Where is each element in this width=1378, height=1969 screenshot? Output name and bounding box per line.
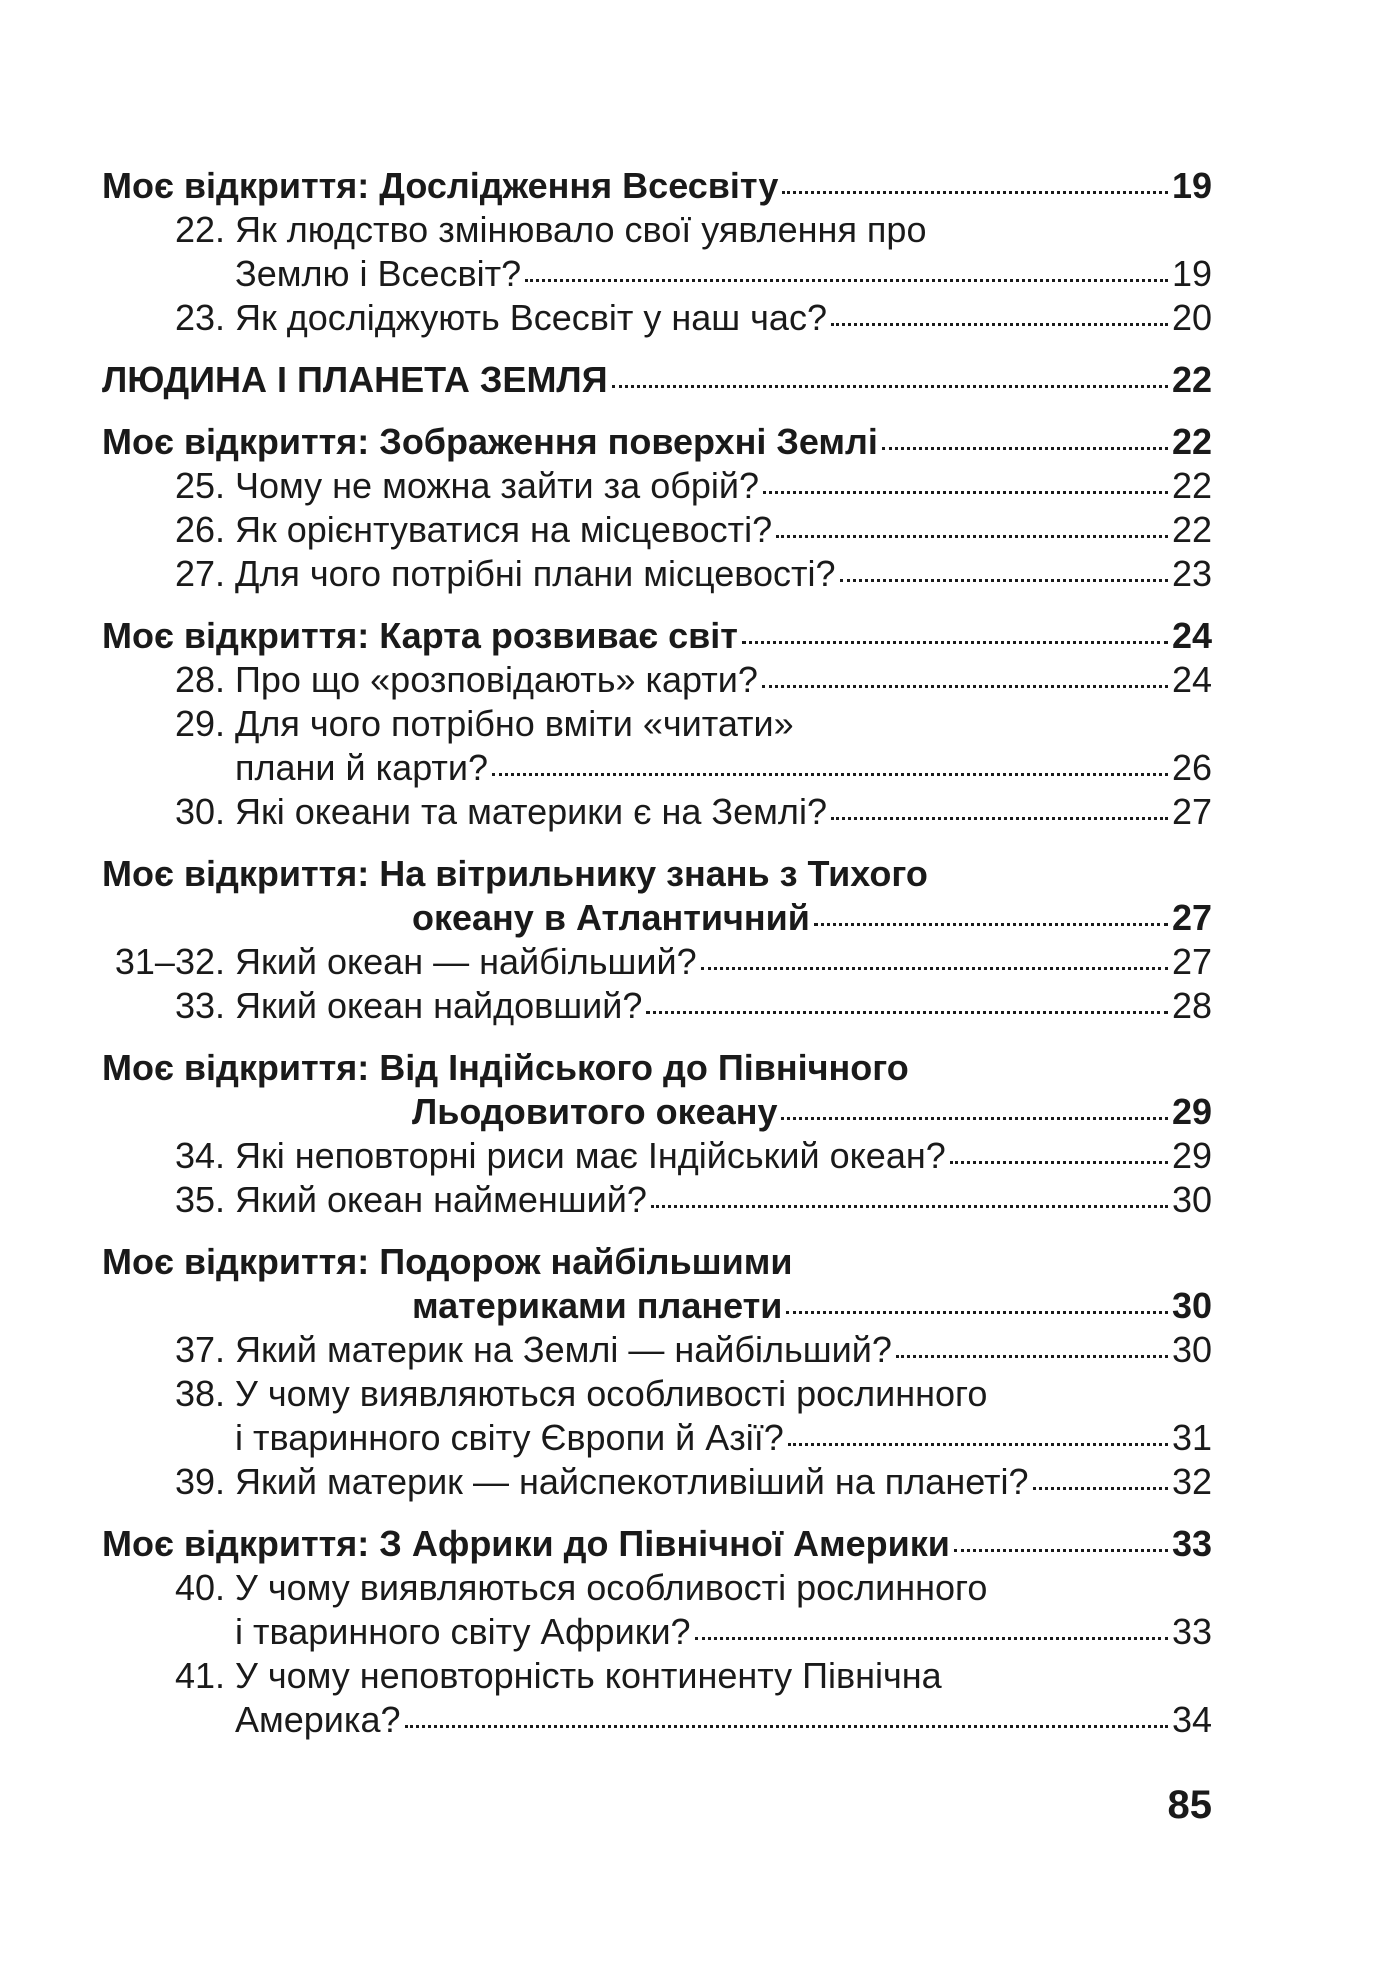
item-number: 39. xyxy=(174,1461,225,1502)
toc-item[interactable] xyxy=(102,658,1212,702)
dot-leader xyxy=(782,191,1168,194)
item-title: Який материк на Землі — найбільший? xyxy=(235,1329,892,1370)
item-number: 26. xyxy=(174,509,225,550)
item-page-number: 22 xyxy=(1171,465,1212,506)
item-number: 29. xyxy=(174,703,225,744)
toc-item[interactable] xyxy=(102,1460,1212,1504)
dot-leader xyxy=(742,641,1168,644)
item-title: Америка? xyxy=(235,1699,401,1740)
toc-item[interactable] xyxy=(102,1566,1212,1610)
table-of-contents xyxy=(102,146,1212,1742)
dot-leader xyxy=(612,385,1168,388)
section-title: Карта розвиває світ xyxy=(379,615,738,656)
toc-item[interactable] xyxy=(102,508,1212,552)
section-title: Подорож найбільшими xyxy=(379,1241,793,1282)
dot-leader xyxy=(896,1355,1168,1358)
toc-section-heading-continued[interactable] xyxy=(102,1090,1212,1134)
dot-leader xyxy=(814,923,1168,926)
page-number: 85 xyxy=(1167,1783,1212,1827)
item-number: 40. xyxy=(174,1567,225,1608)
dot-leader xyxy=(831,323,1168,326)
toc-section-heading[interactable] xyxy=(102,1240,1212,1284)
item-title: Землю і Всесвіт? xyxy=(235,253,522,294)
item-title: Який материк — найспекотливіший на планеті? xyxy=(235,1461,1029,1502)
toc-item[interactable] xyxy=(102,1134,1212,1178)
toc-item[interactable] xyxy=(102,790,1212,834)
dot-leader xyxy=(954,1549,1168,1552)
item-title: Для чого потрібно вміти «читати» xyxy=(235,703,794,744)
item-page-number: 33 xyxy=(1171,1611,1212,1652)
item-page-number: 19 xyxy=(1171,253,1212,294)
item-title: У чому виявляються особливості рослинного xyxy=(235,1373,988,1414)
dot-leader xyxy=(776,535,1168,538)
dot-leader xyxy=(882,447,1168,450)
toc-item-continued[interactable] xyxy=(102,746,1212,790)
dot-leader xyxy=(788,1443,1168,1446)
section-title: На вітрильнику знань з Тихого xyxy=(379,853,928,894)
item-page-number: 32 xyxy=(1171,1461,1212,1502)
section-page-number: 27 xyxy=(1171,897,1212,938)
dot-leader xyxy=(781,1117,1167,1120)
section-page-number: 33 xyxy=(1171,1523,1212,1564)
item-page-number: 30 xyxy=(1171,1179,1212,1220)
item-page-number: 20 xyxy=(1171,297,1212,338)
dot-leader xyxy=(950,1161,1168,1164)
section-prefix: Моє відкриття: xyxy=(102,1047,370,1088)
item-page-number: 31 xyxy=(1171,1417,1212,1458)
dot-leader xyxy=(695,1637,1168,1640)
item-page-number: 26 xyxy=(1171,747,1212,788)
section-prefix: Моє відкриття: xyxy=(102,1241,370,1282)
toc-section-heading[interactable] xyxy=(102,614,1212,658)
section-title: Від Індійського до Північного xyxy=(379,1047,909,1088)
item-title: Як орієнтуватися на місцевості? xyxy=(235,509,773,550)
item-title: Який океан найдовший? xyxy=(235,985,643,1026)
toc-section-heading[interactable] xyxy=(102,1522,1212,1566)
section-page-number: 22 xyxy=(1171,421,1212,462)
dot-leader xyxy=(1033,1487,1168,1490)
section-title-continued: Льодовитого океану xyxy=(412,1091,778,1132)
item-number: 34. xyxy=(174,1135,225,1176)
toc-item[interactable] xyxy=(102,984,1212,1028)
item-number: 33. xyxy=(174,985,225,1026)
toc-item[interactable] xyxy=(102,702,1212,746)
item-number: 30. xyxy=(174,791,225,832)
dot-leader xyxy=(405,1725,1168,1728)
section-page-number: 19 xyxy=(1171,165,1212,206)
section-title: З Африки до Північної Америки xyxy=(379,1523,950,1564)
section-title-continued: материками планети xyxy=(412,1285,783,1326)
item-title: Які неповторні риси має Індійський океан? xyxy=(235,1135,946,1176)
section-title-continued: океану в Атлантичний xyxy=(412,897,810,938)
toc-section-heading-continued[interactable] xyxy=(102,896,1212,940)
toc-item[interactable] xyxy=(102,296,1212,340)
item-title: Чому не можна зайти за обрій? xyxy=(235,465,759,506)
item-page-number: 27 xyxy=(1171,941,1212,982)
section-page-number: 30 xyxy=(1171,1285,1212,1326)
toc-section-heading[interactable] xyxy=(102,1046,1212,1090)
item-title: Який океан найменший? xyxy=(235,1179,647,1220)
item-number: 35. xyxy=(174,1179,225,1220)
toc-item[interactable] xyxy=(102,464,1212,508)
section-prefix: Моє відкриття: xyxy=(102,421,370,462)
toc-item[interactable] xyxy=(102,1178,1212,1222)
item-title: Для чого потрібні плани місцевості? xyxy=(235,553,836,594)
item-number: 31–32. xyxy=(114,941,225,982)
toc-part-heading[interactable] xyxy=(102,358,1212,402)
item-number: 28. xyxy=(174,659,225,700)
item-page-number: 23 xyxy=(1171,553,1212,594)
item-page-number: 24 xyxy=(1171,659,1212,700)
toc-item[interactable] xyxy=(102,1372,1212,1416)
dot-leader xyxy=(492,773,1168,776)
toc-item[interactable] xyxy=(102,208,1212,252)
toc-section-heading[interactable] xyxy=(102,420,1212,464)
section-prefix: Моє відкриття: xyxy=(102,615,370,656)
section-page-number: 22 xyxy=(1171,359,1212,400)
item-number: 27. xyxy=(174,553,225,594)
item-number: 37. xyxy=(174,1329,225,1370)
item-page-number: 27 xyxy=(1171,791,1212,832)
dot-leader xyxy=(525,279,1168,282)
item-title: Які океани та материки є на Землі? xyxy=(235,791,827,832)
item-title: Про що «розповідають» карти? xyxy=(235,659,758,700)
dot-leader xyxy=(763,491,1168,494)
item-title: і тваринного світу Африки? xyxy=(235,1611,691,1652)
item-title: Як людство змінювало свої уявлення про xyxy=(235,209,927,250)
dot-leader xyxy=(651,1205,1168,1208)
toc-item[interactable] xyxy=(102,940,1212,984)
item-number: 23. xyxy=(174,297,225,338)
toc-section-heading-continued[interactable] xyxy=(102,1284,1212,1328)
item-number: 38. xyxy=(174,1373,225,1414)
toc-item-continued[interactable] xyxy=(102,1416,1212,1460)
item-title: і тваринного світу Європи й Азії? xyxy=(235,1417,784,1458)
item-page-number: 29 xyxy=(1171,1135,1212,1176)
item-title: У чому неповторність континенту Північна xyxy=(235,1655,942,1696)
item-title: Який океан — найбільший? xyxy=(235,941,697,982)
section-title: Зображення поверхні Землі xyxy=(379,421,878,462)
toc-item-continued[interactable] xyxy=(102,1698,1212,1742)
item-page-number: 30 xyxy=(1171,1329,1212,1370)
item-number: 41. xyxy=(174,1655,225,1696)
item-page-number: 22 xyxy=(1171,509,1212,550)
section-title: Дослідження Всесвіту xyxy=(379,165,779,206)
section-prefix: Моє відкриття: xyxy=(102,853,370,894)
item-page-number: 34 xyxy=(1171,1699,1212,1740)
item-page-number: 28 xyxy=(1171,985,1212,1026)
toc-item[interactable] xyxy=(102,1328,1212,1372)
section-prefix: Моє відкриття: xyxy=(102,165,370,206)
section-page-number: 24 xyxy=(1171,615,1212,656)
dot-leader xyxy=(840,579,1168,582)
item-title: плани й карти? xyxy=(235,747,489,788)
toc-item-continued[interactable] xyxy=(102,1610,1212,1654)
item-number: 25. xyxy=(174,465,225,506)
toc-item[interactable] xyxy=(102,552,1212,596)
item-number: 22. xyxy=(174,209,225,250)
dot-leader xyxy=(762,685,1168,688)
toc-item[interactable] xyxy=(102,1654,1212,1698)
item-title: У чому виявляються особливості рослинного xyxy=(235,1567,988,1608)
dot-leader xyxy=(646,1011,1168,1014)
dot-leader xyxy=(786,1311,1168,1314)
section-title: ЛЮДИНА І ПЛАНЕТА ЗЕМЛЯ xyxy=(102,359,608,400)
toc-section-heading[interactable] xyxy=(102,164,1212,208)
item-title: Як досліджують Всесвіт у наш час? xyxy=(235,297,827,338)
toc-item-continued[interactable] xyxy=(102,252,1212,296)
dot-leader xyxy=(831,817,1168,820)
section-page-number: 29 xyxy=(1171,1091,1212,1132)
toc-section-heading[interactable] xyxy=(102,852,1212,896)
section-prefix: Моє відкриття: xyxy=(102,1523,370,1564)
dot-leader xyxy=(701,967,1168,970)
